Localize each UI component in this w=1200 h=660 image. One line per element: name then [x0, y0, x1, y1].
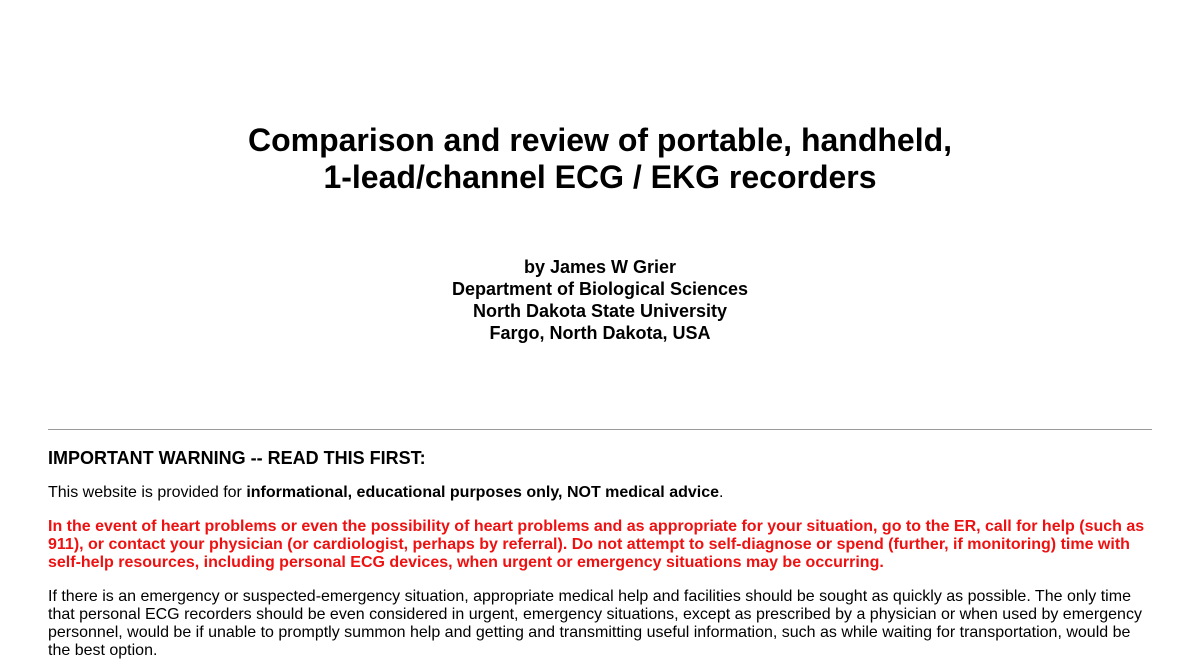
author-name: by James W Grier	[523, 257, 677, 277]
author-location: Fargo, North Dakota, USA	[489, 323, 711, 343]
emergency-warning-paragraph: In the event of heart problems or even the possibility of heart problems and as appropriate for your situation, go to the ER, call for help (such as 911), or contact your physician (or cardiologist, perhaps by referral). Do not attempt to self-diagnose or spend (further, if monitoring) time with self-help resources, including personal ECG devices, when urgent or emergency situations may be occurring.	[48, 518, 1145, 571]
page-title	[48, 122, 1152, 196]
author-university: North Dakota State University	[472, 301, 728, 321]
disclaimer-emphasis: informational, educational purposes only, NOT medical advice	[246, 484, 720, 501]
warning-heading: IMPORTANT WARNING -- READ THIS FIRST:	[48, 448, 426, 468]
author-department: Department of Biological Sciences	[451, 279, 749, 299]
page	[48, 0, 1152, 659]
horizontal-divider	[48, 429, 1152, 430]
disclaimer-suffix: .	[719, 484, 724, 501]
author-byline	[48, 256, 1152, 344]
disclaimer-paragraph	[48, 484, 1152, 502]
emergency-guidance-paragraph: If there is an emergency or suspected-emergency situation, appropriate medical help and facilities should be sought as quickly as possible. The only time that personal ECG recorders should be even considered in urgent, emergency situations, except as prescribed by a physician or when used by emergency personnel, would be if unable to promptly summon help and getting and transmitting useful information, such as while waiting for transportation, would be the best option.	[48, 588, 1142, 659]
page-title-line-2: 1-lead/channel ECG / EKG recorders	[323, 159, 877, 195]
disclaimer-prefix: This website is provided for	[48, 484, 247, 501]
page-title-line-1: Comparison and review of portable, handheld,	[247, 122, 953, 158]
